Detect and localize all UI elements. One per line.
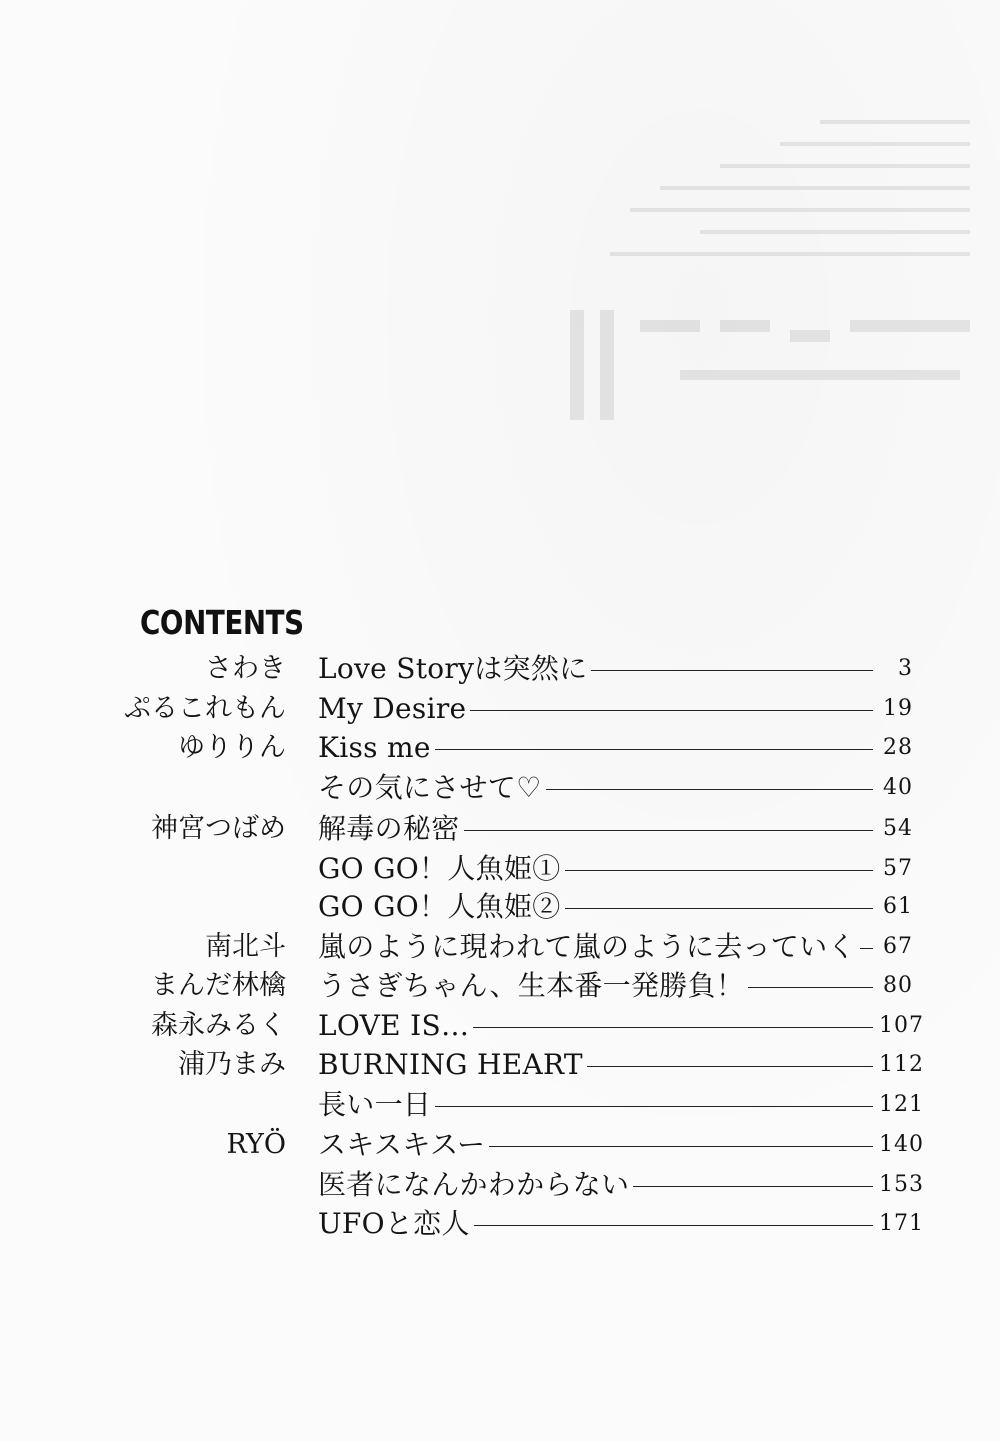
toc-title: GO GO！人魚姫① — [318, 852, 561, 885]
toc-title: うさぎちゃん、生本番一発勝負！ — [318, 969, 745, 1002]
toc-leader-line — [474, 1225, 873, 1226]
toc-entry — [0, 928, 1000, 966]
toc-page-number: 67 — [883, 934, 913, 959]
toc-author: RYÖ — [226, 1129, 286, 1160]
toc-entry — [0, 850, 1000, 888]
toc-page-number: 54 — [883, 816, 913, 841]
toc-title-line — [318, 1126, 924, 1164]
toc-author: まんだ林檎 — [151, 970, 286, 1001]
toc-title-line — [318, 769, 913, 807]
toc-leader-line — [546, 789, 873, 790]
toc-page-number: 171 — [879, 1211, 924, 1236]
toc-leader-line — [435, 749, 873, 750]
toc-title-line — [318, 967, 913, 1005]
toc-title-line — [318, 690, 913, 728]
toc-title-line — [318, 928, 913, 966]
toc-author: 浦乃まみ — [178, 1049, 286, 1080]
toc-title: スキスキスー — [318, 1128, 486, 1161]
toc-leader-line — [633, 1186, 873, 1187]
toc-entry — [0, 810, 1000, 848]
toc-leader-line — [565, 908, 873, 909]
toc-title: Love Storyは突然に — [318, 652, 588, 685]
toc-entry — [0, 769, 1000, 807]
toc-entry — [0, 888, 1000, 926]
toc-page-number: 121 — [879, 1092, 924, 1117]
toc-title-line — [318, 850, 913, 888]
toc-title: LOVE IS… — [318, 1009, 470, 1042]
toc-leader-line — [464, 830, 873, 831]
toc-page-number: 57 — [883, 856, 913, 881]
toc-title-line — [318, 729, 913, 767]
toc-title: UFOと恋人 — [318, 1207, 470, 1240]
toc-entry — [0, 690, 1000, 728]
toc-page-number: 112 — [879, 1052, 924, 1077]
toc-entry — [0, 1126, 1000, 1164]
toc-leader-line — [435, 1106, 873, 1107]
toc-author: 神宮つばめ — [151, 813, 286, 844]
toc-leader-line — [565, 870, 873, 871]
toc-page-number: 28 — [883, 735, 913, 760]
toc-title-line — [318, 650, 913, 688]
toc-page-number: 140 — [879, 1132, 924, 1157]
toc-leader-line — [470, 710, 873, 711]
toc-page-number: 107 — [879, 1013, 924, 1038]
toc-entry — [0, 1205, 1000, 1243]
toc-page-number: 153 — [879, 1172, 924, 1197]
toc-title: 医者になんかわからない — [318, 1168, 630, 1201]
toc-page-number: 19 — [883, 696, 913, 721]
toc-title-line — [318, 1205, 924, 1243]
toc-author: ゆりりん — [178, 732, 286, 763]
toc-title-line — [318, 1166, 924, 1204]
toc-leader-line — [489, 1146, 873, 1147]
toc-leader-line — [591, 670, 873, 671]
toc-title-line — [318, 810, 913, 848]
toc-page-number: 3 — [898, 656, 913, 681]
toc-entry — [0, 1007, 1000, 1045]
toc-leader-line — [473, 1027, 873, 1028]
toc-leader-line — [860, 948, 873, 949]
toc-entry — [0, 1166, 1000, 1204]
toc-title: 解毒の秘密 — [318, 812, 460, 845]
toc-entry — [0, 729, 1000, 767]
toc-title-line — [318, 1046, 924, 1084]
toc-page-number: 40 — [883, 775, 913, 800]
toc-title: GO GO！人魚姫② — [318, 890, 561, 923]
toc-author: さわき — [205, 653, 286, 684]
toc-title-line — [318, 1007, 924, 1045]
toc-title: 嵐のように現われて嵐のように去っていく — [318, 930, 856, 963]
toc-entry — [0, 650, 1000, 688]
toc-page-number: 80 — [883, 973, 913, 998]
toc-leader-line — [587, 1066, 873, 1067]
toc-title-line — [318, 888, 913, 926]
toc-title: 長い一日 — [318, 1088, 432, 1121]
toc-page-number: 61 — [883, 894, 913, 919]
toc-author: ぷるこれもん — [124, 693, 286, 724]
toc-leader-line — [748, 987, 873, 988]
toc-entry — [0, 1046, 1000, 1084]
toc-title: Kiss me — [318, 731, 431, 764]
toc-entry — [0, 1086, 1000, 1124]
toc-title: My Desire — [318, 692, 467, 725]
toc-author: 森永みるく — [151, 1010, 286, 1041]
toc-entry — [0, 967, 1000, 1005]
contents-heading: CONTENTS — [140, 603, 304, 642]
toc-title-line — [318, 1086, 924, 1124]
toc-author: 南北斗 — [205, 931, 286, 962]
toc-title: BURNING HEART — [318, 1048, 583, 1081]
toc-title: その気にさせて♡ — [318, 771, 542, 804]
